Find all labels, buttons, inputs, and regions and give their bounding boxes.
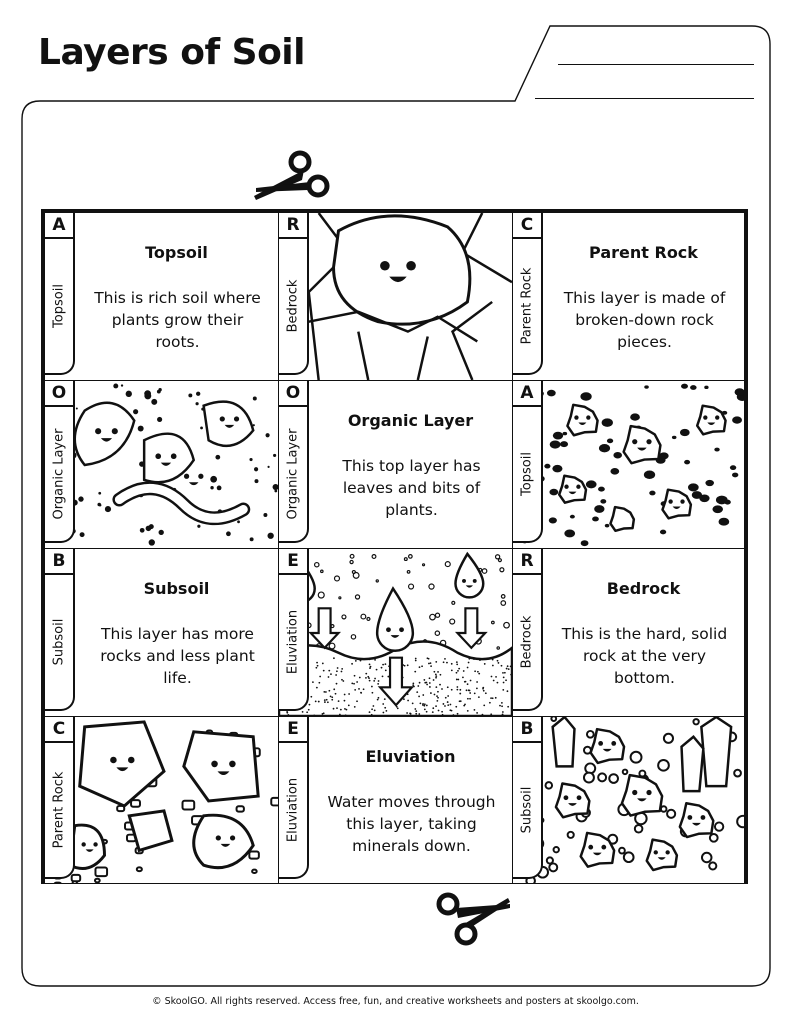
- card-description-line: This is the hard, solid: [561, 625, 728, 643]
- card-side-label: Topsoil: [51, 284, 67, 328]
- card-c-text: [512, 212, 745, 381]
- scissors-icon: [254, 153, 327, 200]
- card-description-line: this layer, taking: [346, 815, 477, 833]
- smiling-rock-icon: [279, 213, 512, 380]
- card-side-label: Eluviation: [285, 777, 301, 843]
- card-description-line: leaves and bits of: [342, 479, 481, 497]
- card-e-pic: [278, 548, 513, 717]
- card-description-line: plants.: [385, 501, 438, 519]
- card-description-line: This is rich soil where: [94, 289, 261, 307]
- card-side-tab: [279, 575, 309, 711]
- card-side-tab: [279, 239, 309, 375]
- card-side-tab: [45, 239, 75, 375]
- leaves-and-worm-icon: [45, 381, 278, 548]
- card-letter: B: [45, 549, 75, 575]
- card-side-label: Topsoil: [519, 452, 535, 496]
- card-description-line: This top layer has: [342, 457, 481, 475]
- card-side-tab: [513, 743, 543, 879]
- card-grid: [41, 209, 748, 884]
- card-o-text: [278, 380, 513, 549]
- card-side-tab: [513, 407, 543, 543]
- card-side-label: Bedrock: [519, 615, 535, 669]
- card-side-tab: [45, 575, 75, 711]
- date-line[interactable]: [535, 98, 754, 99]
- card-letter: O: [45, 381, 75, 407]
- card-description: [319, 455, 504, 521]
- card-side-label: Bedrock: [285, 279, 301, 333]
- card-letter: E: [279, 717, 309, 743]
- card-description-line: life.: [163, 669, 192, 687]
- card-r-pic: [278, 212, 513, 381]
- card-side-tab: [513, 575, 543, 711]
- card-side-label: Organic Layer: [51, 428, 67, 520]
- card-description-line: rocks and less plant: [100, 647, 255, 665]
- card-description-line: This layer is made of: [563, 289, 726, 307]
- card-description-line: pieces.: [617, 333, 672, 351]
- card-letter: A: [45, 213, 75, 239]
- card-title: Subsoil: [143, 579, 210, 598]
- card-side-tab: [45, 407, 75, 543]
- card-side-tab: [279, 743, 309, 879]
- card-letter: A: [513, 381, 543, 407]
- card-letter: E: [279, 549, 309, 575]
- card-description-line: roots.: [155, 333, 200, 351]
- card-description: [85, 287, 270, 353]
- card-description: [553, 623, 736, 689]
- card-b-pic: [512, 716, 745, 884]
- card-description-line: bottom.: [614, 669, 675, 687]
- card-title: Bedrock: [606, 579, 681, 598]
- card-letter: C: [45, 717, 75, 743]
- card-a-pic: [512, 380, 745, 549]
- card-c-pic: [44, 716, 279, 884]
- card-description-line: rock at the very: [582, 647, 707, 665]
- footer-copyright: © SkoolGO. All rights reserved. Access free, fun, and creative worksheets and posters at skoolgo.com.: [152, 996, 639, 1007]
- card-e-text: [278, 716, 513, 884]
- card-title: Organic Layer: [347, 411, 474, 430]
- card-title: Parent Rock: [589, 243, 698, 262]
- card-letter: R: [513, 549, 543, 575]
- card-description-line: This layer has more: [101, 625, 254, 643]
- name-line[interactable]: [558, 64, 754, 65]
- card-side-label: Subsoil: [519, 786, 535, 834]
- card-side-label: Organic Layer: [285, 428, 301, 520]
- card-letter: B: [513, 717, 543, 743]
- card-side-label: Subsoil: [51, 618, 67, 666]
- card-description: [319, 791, 504, 857]
- card-letter: O: [279, 381, 309, 407]
- card-description: [85, 623, 270, 689]
- card-title: Topsoil: [145, 243, 208, 262]
- card-description-line: minerals down.: [352, 837, 471, 855]
- rocks-and-crystals-icon: [513, 717, 744, 883]
- card-o-pic: [44, 380, 279, 549]
- card-side-label: Parent Rock: [51, 771, 67, 849]
- card-description-line: broken-down rock: [575, 311, 714, 329]
- card-description-line: Water moves through: [327, 793, 496, 811]
- card-b-text: [44, 548, 279, 717]
- card-a-text: [44, 212, 279, 381]
- card-letter: R: [279, 213, 309, 239]
- rock-pieces-icon: [45, 717, 278, 883]
- card-description-line: plants grow their: [111, 311, 244, 329]
- card-side-tab: [279, 407, 309, 543]
- scissors-icon: [439, 895, 510, 943]
- card-side-tab: [45, 743, 75, 879]
- card-side-label: Parent Rock: [519, 267, 535, 345]
- page-title: Layers of Soil: [38, 32, 305, 73]
- card-description: [553, 287, 736, 353]
- water-drops-icon: [279, 549, 512, 716]
- card-r-text: [512, 548, 745, 717]
- card-title: Eluviation: [365, 747, 456, 766]
- soil-clods-icon: [513, 381, 744, 548]
- card-side-tab: [513, 239, 543, 375]
- card-letter: C: [513, 213, 543, 239]
- card-side-label: Eluviation: [285, 609, 301, 675]
